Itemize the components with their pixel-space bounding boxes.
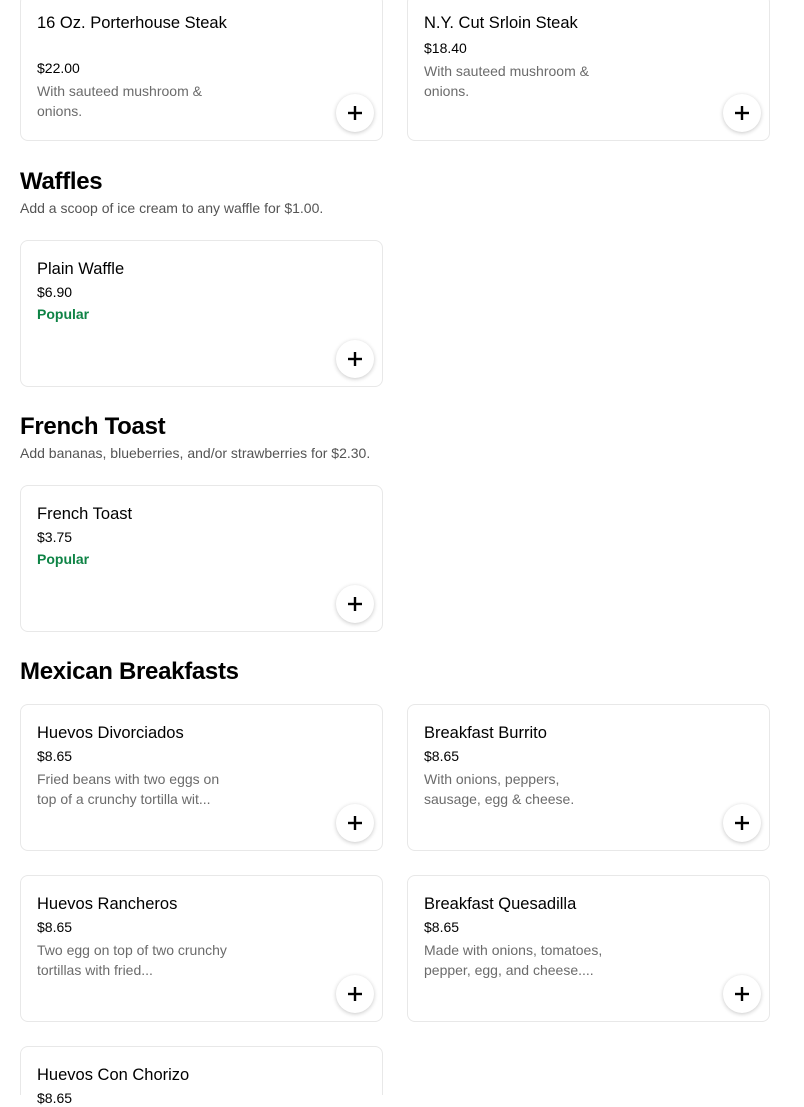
popular-badge: Popular	[37, 551, 90, 567]
add-item-button[interactable]	[336, 94, 374, 132]
item-price: $3.75	[37, 529, 73, 545]
menu-item-card[interactable]	[20, 1046, 383, 1106]
item-description: Two egg on top of two crunchy tortillas with fried...	[37, 942, 227, 978]
item-name: Plain Waffle	[37, 260, 125, 278]
item-price: $8.65	[37, 1090, 73, 1106]
menu-item-card[interactable]	[20, 875, 383, 1022]
menu-item-card[interactable]	[20, 240, 383, 387]
item-price: $6.90	[37, 284, 73, 300]
menu-item-card[interactable]	[407, 704, 770, 851]
add-item-button[interactable]	[723, 94, 761, 132]
item-name: Huevos Divorciados	[37, 724, 184, 742]
menu-item-card[interactable]	[407, 875, 770, 1022]
add-item-button[interactable]	[723, 804, 761, 842]
plus-icon	[348, 106, 362, 120]
section-title-waffles: Waffles	[20, 168, 103, 195]
menu-item-card[interactable]	[20, 485, 383, 632]
menu-item-card[interactable]	[20, 704, 383, 851]
item-name: French Toast	[37, 505, 133, 523]
add-item-button[interactable]	[336, 585, 374, 623]
add-item-button[interactable]	[723, 975, 761, 1013]
item-price: $18.40	[424, 40, 467, 56]
section-subtitle-french-toast: Add bananas, blueberries, and/or strawberries for $2.30.	[20, 445, 371, 461]
item-name: Huevos Rancheros	[37, 895, 178, 913]
popular-badge: Popular	[37, 306, 90, 322]
section-subtitle-waffles: Add a scoop of ice cream to any waffle for $1.00.	[20, 200, 324, 216]
add-item-button[interactable]	[336, 804, 374, 842]
item-description: Made with onions, tomatoes, pepper, egg, and cheese....	[424, 942, 603, 978]
section-title-french-toast: French Toast	[20, 413, 166, 440]
item-price: $8.65	[37, 919, 73, 935]
plus-icon	[348, 597, 362, 611]
item-description: With sauteed mushroom & onions.	[37, 83, 202, 119]
item-name: N.Y. Cut Srloin Steak	[424, 14, 578, 32]
plus-icon	[735, 106, 749, 120]
item-price: $8.65	[424, 919, 460, 935]
plus-icon	[348, 816, 362, 830]
item-price: $8.65	[424, 748, 460, 764]
item-name: Huevos Con Chorizo	[37, 1066, 190, 1084]
plus-icon	[735, 816, 749, 830]
add-item-button[interactable]	[336, 975, 374, 1013]
plus-icon	[348, 987, 362, 1001]
item-price: $22.00	[37, 60, 80, 76]
item-description: With sauteed mushroom & onions.	[424, 63, 589, 99]
plus-icon	[348, 352, 362, 366]
menu-item-card[interactable]	[407, 0, 770, 141]
item-name: 16 Oz. Porterhouse Steak	[37, 14, 227, 32]
item-name: Breakfast Quesadilla	[424, 895, 577, 913]
add-item-button[interactable]	[336, 340, 374, 378]
item-description: Fried beans with two eggs on top of a crunchy tortilla wit...	[37, 771, 220, 807]
item-name: Breakfast Burrito	[424, 724, 547, 742]
item-description: With onions, peppers, sausage, egg & cheese.	[424, 771, 575, 807]
plus-icon	[735, 987, 749, 1001]
item-price: $8.65	[37, 748, 73, 764]
section-title-mexican-breakfasts: Mexican Breakfasts	[20, 658, 239, 685]
menu-item-card[interactable]	[20, 0, 383, 141]
